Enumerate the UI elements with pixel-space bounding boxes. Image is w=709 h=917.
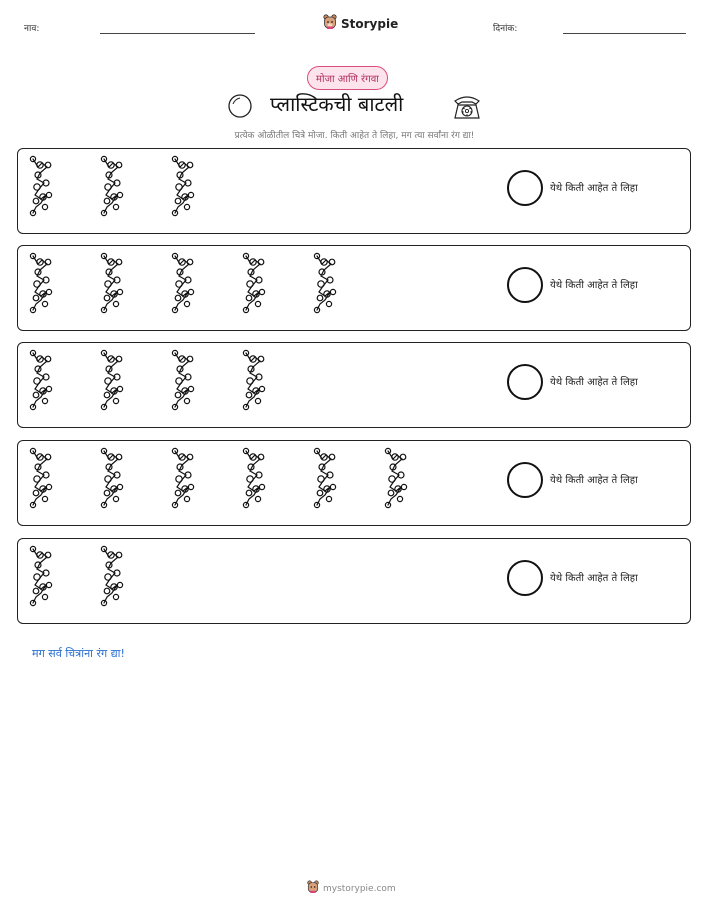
storypie-brand: [323, 14, 398, 33]
instruction-text: प्रत्येक ओळीतील चित्रे मोजा. किती आहेत ते लिहा, मग त्या सर्वांना रंग द्या!: [234, 131, 475, 141]
molecule-chain-icon: [241, 447, 267, 511]
molecule-chain-icon: [99, 155, 125, 219]
counting-row: [17, 440, 691, 526]
molecule-chain-icon: [170, 252, 196, 316]
molecule-chain-icon: [28, 447, 54, 511]
counting-row: [17, 148, 691, 234]
molecule-chain-icon: [99, 545, 125, 609]
footer-site: mystorypie.com: [323, 883, 396, 894]
molecule-chain-icon: [28, 155, 54, 219]
molecule-chain-icon: [170, 155, 196, 219]
rotary-telephone-icon: [452, 91, 482, 125]
molecule-chain-icon: [241, 349, 267, 413]
molecule-chain-icon: [312, 252, 338, 316]
answer-circle[interactable]: [507, 267, 543, 303]
storypie-bear-logo-icon: [307, 880, 319, 897]
footer-note: मग सर्व चित्रांना रंग द्या!: [32, 647, 125, 660]
molecule-chain-icon: [99, 447, 125, 511]
activity-badge: मोजा आणि रंगवा: [307, 66, 388, 90]
molecule-chain-icon: [312, 447, 338, 511]
bubble-icon: [227, 93, 253, 123]
molecule-chain-icon: [28, 545, 54, 609]
answer-label: येथे किती आहेत ते लिहा: [550, 475, 638, 486]
molecule-chain-icon: [28, 349, 54, 413]
molecule-chain-icon: [28, 252, 54, 316]
answer-label: येथे किती आहेत ते लिहा: [550, 183, 638, 194]
date-field-line[interactable]: [563, 33, 686, 34]
answer-label: येथे किती आहेत ते लिहा: [550, 573, 638, 584]
molecule-chain-icon: [99, 252, 125, 316]
page-title: प्लास्टिकची बाटली: [270, 92, 404, 116]
date-label: दिनांक:: [493, 24, 518, 34]
molecule-chain-icon: [383, 447, 409, 511]
answer-label: येथे किती आहेत ते लिहा: [550, 280, 638, 291]
counting-row: [17, 342, 691, 428]
molecule-chain-icon: [241, 252, 267, 316]
answer-label: येथे किती आहेत ते लिहा: [550, 377, 638, 388]
answer-circle[interactable]: [507, 364, 543, 400]
answer-circle[interactable]: [507, 170, 543, 206]
name-field-line[interactable]: [100, 33, 255, 34]
storypie-bear-logo-icon: [323, 14, 337, 33]
counting-row: [17, 538, 691, 624]
answer-circle[interactable]: [507, 560, 543, 596]
counting-row: [17, 245, 691, 331]
molecule-chain-icon: [170, 349, 196, 413]
name-label: नाव:: [24, 24, 40, 34]
answer-circle[interactable]: [507, 462, 543, 498]
footer-brand: [307, 880, 396, 897]
molecule-chain-icon: [99, 349, 125, 413]
molecule-chain-icon: [170, 447, 196, 511]
brand-name: Storypie: [341, 16, 399, 31]
